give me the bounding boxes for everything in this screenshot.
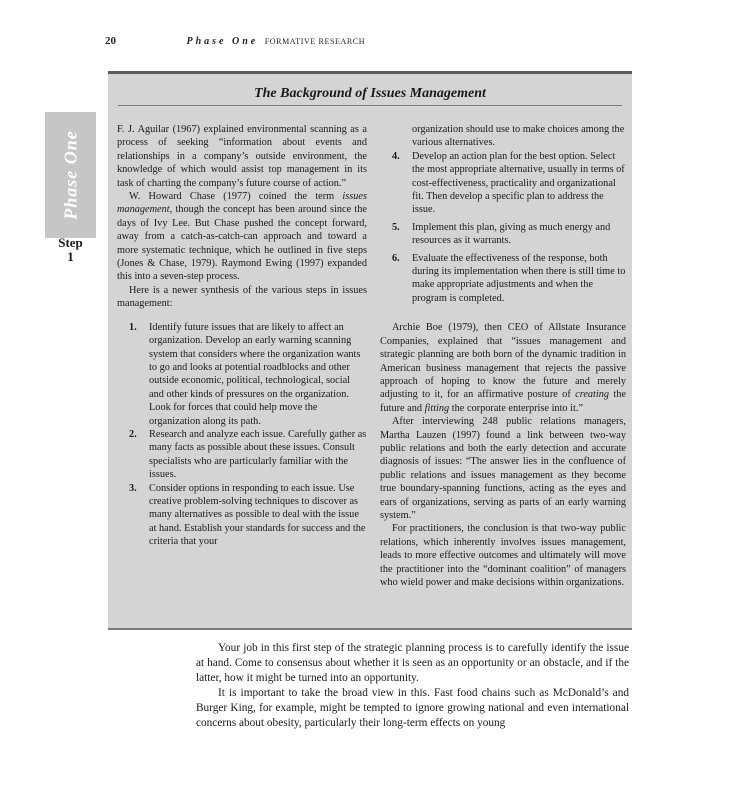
step-word: Step xyxy=(58,235,83,250)
list-item: 1. Identify future issues that are likely to affect an organization. Develop an early warning scanning system that considers where the organization wants to go and looks at potential roadblocks and other outside economic, political, technological, social and other kinds of pressures on the organization. Look for forces that could help move the organization along its path. xyxy=(129,321,361,427)
title-rule xyxy=(118,105,622,106)
term-creating: creating xyxy=(575,389,610,401)
page-number: 20 xyxy=(105,35,116,47)
left-paragraph-2: W. Howard Chase (1977) coined the term issues management, though the concept has been around since the days of Ivy Lee. But Chase pushed the concept forward, away from a catch-as-catch-can approach and toward a more systematic technique, which he outlined in five steps (Jones & Chase, 1979). Raymond Ewing (1997) expanded this into a seven-step process. xyxy=(117,191,367,283)
box-left-column xyxy=(117,123,367,549)
step-marker xyxy=(45,236,96,264)
main-body-text xyxy=(196,641,629,731)
header-phase: Phase One xyxy=(186,36,259,47)
phase-tab xyxy=(45,112,96,238)
right-paragraph-2: After interviewing 248 public relations managers, Martha Lauzen (1997) found a link between two-way public relations and both the early detection and accurate diagnosis of issues: “The answer lies in the confluence of public relations and issues management as they become true boundary-spanning functions, acting as the eyes and ears of organizations, serving as parts of an early warning system.” xyxy=(380,416,626,521)
box-title: The Background of Issues Management xyxy=(254,86,486,101)
step-number: 1 xyxy=(67,249,74,264)
list-item: 4. Develop an action plan for the best option. Select the most appropriate alternative, usually in terms of cost-effectiveness, practicality and organizational fit. Then develop a specific plan to address the issue. xyxy=(392,150,625,216)
right-paragraph-3: For practitioners, the conclusion is that two-way public relations, which inherently involves issues management, leads to more effective outcomes and ultimately will move the practitioner into the “dominant coalition” of managers who wield power and make decisions within organizations. xyxy=(380,523,626,588)
body-paragraph-2: It is important to take the broad view in this. Fast food chains such as McDonald’s and Burger King, for example, might be tempted to ignore growing national and even international concerns about obesity, particularly their long-term effects on young xyxy=(196,687,629,729)
right-continuation: organization should use to make choices among the various alternatives. xyxy=(412,124,625,149)
list-item: 5. Implement this plan, giving as much energy and resources as it warrants. xyxy=(392,221,611,247)
left-paragraph-1: F. J. Aguilar (1967) explained environmental scanning as a process of seeking “information about events and relationships in a company’s outside environment, the knowledge of which would assist top management in its task of charting the company’s future course of action.” xyxy=(117,124,367,189)
header-section: FORMATIVE RESEARCH xyxy=(264,37,366,46)
list-item: 2. Research and analyze each issue. Carefully gather as many facts as possible about these issues. Consult specialists who are particularly familiar with the issues. xyxy=(129,428,367,481)
left-paragraph-3: Here is a newer synthesis of the various steps in issues management: xyxy=(117,284,367,310)
running-header xyxy=(105,35,365,47)
body-paragraph-1: Your job in this first step of the strategic planning process is to carefully identify the issue at hand. Come to consensus about whether it is seen as an opportunity or an obstacle, and if the latter, how it might be turned into an opportunity. xyxy=(196,642,629,684)
steps-list-right xyxy=(380,150,626,305)
right-paragraph-1: Archie Boe (1979), then CEO of Allstate Insurance Companies, explained that “issues management and strategic planning are both born of the dynamic tradition in American business management that rejects the passive approach of hoping to know the future and merely adjusting to it, for an affirmative posture of creating the future and fitting the corporate enterprise into it.” xyxy=(380,322,627,414)
term-fitting: fitting xyxy=(424,402,450,414)
list-item: 6. Evaluate the effectiveness of the response, both during its implementation when there is still time to make appropriate adjustments and when the program is completed. xyxy=(392,252,626,304)
box-right-column xyxy=(380,123,626,589)
steps-list-left xyxy=(117,321,367,549)
list-item: 3. Consider options in responding to each issue. Use creative problem-solving techniques to discover as many alternatives as possible to deal with the issue at hand. Establish your standards for success and the criteria that your xyxy=(129,482,366,548)
sidebar-box xyxy=(108,71,632,630)
term-issues-management: issues management xyxy=(117,191,367,216)
phase-tab-label: Phase One xyxy=(60,130,80,220)
